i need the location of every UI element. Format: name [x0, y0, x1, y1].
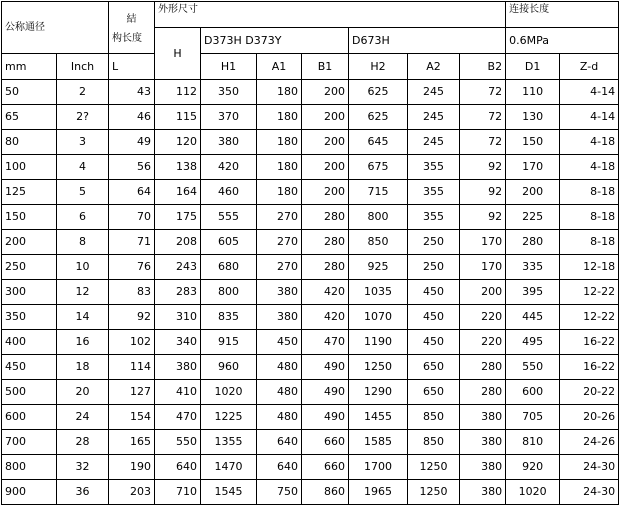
cell-mm: 500 — [2, 380, 57, 405]
cell-l: 64 — [109, 180, 155, 205]
cell-d1: 920 — [506, 455, 560, 480]
cell-b2: 280 — [460, 380, 506, 405]
cell-inch: 5 — [57, 180, 109, 205]
cell-inch: 20 — [57, 380, 109, 405]
col-b2: B2 — [460, 54, 506, 80]
cell-a2: 245 — [408, 80, 460, 105]
cell-b1: 490 — [302, 405, 349, 430]
cell-b2: 72 — [460, 130, 506, 155]
cell-h1: 835 — [201, 305, 257, 330]
cell-zd: 20-26 — [560, 405, 619, 430]
valve-dimension-sheet — [0, 1, 619, 502]
cell-mm: 250 — [2, 255, 57, 280]
cell-h1: 960 — [201, 355, 257, 380]
col-a1: A1 — [257, 54, 302, 80]
cell-b1: 420 — [302, 280, 349, 305]
cell-d1: 200 — [506, 180, 560, 205]
cell-a1: 270 — [257, 255, 302, 280]
cell-b2: 380 — [460, 430, 506, 455]
cell-b2: 380 — [460, 480, 506, 505]
cell-h: 164 — [155, 180, 201, 205]
cell-d1: 170 — [506, 155, 560, 180]
cell-inch: 4 — [57, 155, 109, 180]
cell-a2: 245 — [408, 105, 460, 130]
cell-h2: 1585 — [349, 430, 408, 455]
cell-mm: 450 — [2, 355, 57, 380]
table-row — [2, 455, 619, 480]
cell-mm: 125 — [2, 180, 57, 205]
outer-dims-header: 外形尺寸 — [155, 2, 506, 28]
cell-d1: 150 — [506, 130, 560, 155]
cell-l: 114 — [109, 355, 155, 380]
cell-inch: 24 — [57, 405, 109, 430]
cell-l: 56 — [109, 155, 155, 180]
cell-b1: 470 — [302, 330, 349, 355]
cell-b2: 280 — [460, 355, 506, 380]
table-row — [2, 80, 619, 105]
table-row — [2, 155, 619, 180]
cell-l: 154 — [109, 405, 155, 430]
cell-b2: 380 — [460, 455, 506, 480]
cell-h2: 1250 — [349, 355, 408, 380]
col-a2: A2 — [408, 54, 460, 80]
cell-a1: 270 — [257, 230, 302, 255]
cell-mm: 100 — [2, 155, 57, 180]
d373-group-header: D373H D373Y — [201, 28, 349, 54]
cell-b1: 490 — [302, 355, 349, 380]
col-inch: Inch — [57, 54, 109, 80]
cell-b1: 200 — [302, 130, 349, 155]
cell-h2: 625 — [349, 105, 408, 130]
cell-b1: 420 — [302, 305, 349, 330]
cell-zd: 24-30 — [560, 480, 619, 505]
cell-b2: 170 — [460, 255, 506, 280]
cell-h2: 800 — [349, 205, 408, 230]
cell-b2: 380 — [460, 405, 506, 430]
table-row — [2, 280, 619, 305]
cell-b2: 170 — [460, 230, 506, 255]
cell-zd: 8-18 — [560, 205, 619, 230]
cell-d1: 335 — [506, 255, 560, 280]
table-row — [2, 105, 619, 130]
cell-h: 208 — [155, 230, 201, 255]
cell-b2: 72 — [460, 80, 506, 105]
cell-inch: 12 — [57, 280, 109, 305]
cell-b1: 490 — [302, 380, 349, 405]
cell-l: 46 — [109, 105, 155, 130]
cell-l: 70 — [109, 205, 155, 230]
col-zd: Z-d — [560, 54, 619, 80]
cell-h1: 370 — [201, 105, 257, 130]
structure-length-label-1: 結 — [126, 14, 137, 25]
cell-inch: 3 — [57, 130, 109, 155]
cell-h: 550 — [155, 430, 201, 455]
cell-b1: 660 — [302, 430, 349, 455]
cell-a2: 650 — [408, 380, 460, 405]
cell-a2: 650 — [408, 355, 460, 380]
cell-mm: 200 — [2, 230, 57, 255]
cell-a1: 180 — [257, 130, 302, 155]
cell-l: 203 — [109, 480, 155, 505]
cell-h1: 605 — [201, 230, 257, 255]
cell-h2: 1700 — [349, 455, 408, 480]
cell-b2: 200 — [460, 280, 506, 305]
cell-zd: 8-18 — [560, 230, 619, 255]
cell-mm: 400 — [2, 330, 57, 355]
cell-h1: 1355 — [201, 430, 257, 455]
cell-h: 115 — [155, 105, 201, 130]
cell-a2: 450 — [408, 330, 460, 355]
cell-inch: 8 — [57, 230, 109, 255]
cell-l: 102 — [109, 330, 155, 355]
cell-h1: 1470 — [201, 455, 257, 480]
cell-h: 138 — [155, 155, 201, 180]
cell-a1: 750 — [257, 480, 302, 505]
cell-mm: 80 — [2, 130, 57, 155]
cell-a1: 640 — [257, 455, 302, 480]
cell-inch: 10 — [57, 255, 109, 280]
cell-a2: 850 — [408, 430, 460, 455]
table-row — [2, 380, 619, 405]
header-row-1 — [2, 2, 619, 28]
table-row — [2, 230, 619, 255]
cell-zd: 4-14 — [560, 80, 619, 105]
cell-h1: 915 — [201, 330, 257, 355]
cell-l: 83 — [109, 280, 155, 305]
cell-mm: 50 — [2, 80, 57, 105]
cell-l: 127 — [109, 380, 155, 405]
cell-mm: 150 — [2, 205, 57, 230]
cell-h1: 460 — [201, 180, 257, 205]
cell-a2: 250 — [408, 255, 460, 280]
cell-b1: 280 — [302, 255, 349, 280]
cell-l: 92 — [109, 305, 155, 330]
nominal-diameter-label: 公称通径 — [5, 22, 45, 33]
cell-h1: 380 — [201, 130, 257, 155]
col-d1: D1 — [506, 54, 560, 80]
cell-a1: 180 — [257, 80, 302, 105]
cell-a2: 1250 — [408, 455, 460, 480]
cell-b1: 200 — [302, 155, 349, 180]
cell-inch: 16 — [57, 330, 109, 355]
cell-inch: 6 — [57, 205, 109, 230]
col-h2: H2 — [349, 54, 408, 80]
cell-inch: 32 — [57, 455, 109, 480]
cell-mm: 300 — [2, 280, 57, 305]
cell-h2: 1290 — [349, 380, 408, 405]
cell-b1: 200 — [302, 105, 349, 130]
cell-b1: 280 — [302, 205, 349, 230]
cell-zd: 12-22 — [560, 280, 619, 305]
cell-h: 283 — [155, 280, 201, 305]
cell-l: 49 — [109, 130, 155, 155]
cell-a1: 180 — [257, 105, 302, 130]
cell-b2: 92 — [460, 205, 506, 230]
cell-mm: 65 — [2, 105, 57, 130]
header-row-3 — [2, 54, 619, 80]
col-mm: mm — [2, 54, 57, 80]
cell-h: 640 — [155, 455, 201, 480]
cell-d1: 810 — [506, 430, 560, 455]
table-row — [2, 430, 619, 455]
cell-zd: 24-30 — [560, 455, 619, 480]
cell-h: 710 — [155, 480, 201, 505]
cell-a2: 450 — [408, 305, 460, 330]
cell-b2: 220 — [460, 305, 506, 330]
cell-zd: 12-22 — [560, 305, 619, 330]
col-h1: H1 — [201, 54, 257, 80]
cell-zd: 16-22 — [560, 330, 619, 355]
cell-d1: 225 — [506, 205, 560, 230]
cell-a1: 380 — [257, 305, 302, 330]
cell-d1: 395 — [506, 280, 560, 305]
cell-a2: 450 — [408, 280, 460, 305]
h-header: H — [155, 28, 201, 80]
cell-zd: 20-22 — [560, 380, 619, 405]
dimension-table — [1, 1, 619, 505]
cell-d1: 445 — [506, 305, 560, 330]
cell-h1: 1020 — [201, 380, 257, 405]
cell-a1: 450 — [257, 330, 302, 355]
cell-mm: 800 — [2, 455, 57, 480]
cell-a1: 180 — [257, 155, 302, 180]
cell-h1: 800 — [201, 280, 257, 305]
cell-b2: 92 — [460, 155, 506, 180]
cell-h1: 420 — [201, 155, 257, 180]
cell-a2: 355 — [408, 155, 460, 180]
cell-h2: 715 — [349, 180, 408, 205]
cell-h: 120 — [155, 130, 201, 155]
cell-a2: 250 — [408, 230, 460, 255]
table-row — [2, 330, 619, 355]
cell-a1: 380 — [257, 280, 302, 305]
cell-h2: 1190 — [349, 330, 408, 355]
cell-zd: 16-22 — [560, 355, 619, 380]
cell-d1: 705 — [506, 405, 560, 430]
cell-h2: 1070 — [349, 305, 408, 330]
cell-inch: 2? — [57, 105, 109, 130]
d673-group-header: D673H — [349, 28, 506, 54]
cell-zd: 4-18 — [560, 155, 619, 180]
table-row — [2, 405, 619, 430]
cell-h2: 850 — [349, 230, 408, 255]
cell-mm: 900 — [2, 480, 57, 505]
table-row — [2, 130, 619, 155]
cell-d1: 110 — [506, 80, 560, 105]
cell-a1: 640 — [257, 430, 302, 455]
pressure-header: 0.6MPa — [506, 28, 619, 54]
cell-b2: 72 — [460, 105, 506, 130]
cell-h1: 680 — [201, 255, 257, 280]
cell-h2: 1965 — [349, 480, 408, 505]
cell-h1: 1225 — [201, 405, 257, 430]
table-row — [2, 255, 619, 280]
cell-a2: 850 — [408, 405, 460, 430]
cell-zd: 8-18 — [560, 180, 619, 205]
cell-h1: 555 — [201, 205, 257, 230]
cell-a2: 1250 — [408, 480, 460, 505]
cell-zd: 4-18 — [560, 130, 619, 155]
cell-d1: 280 — [506, 230, 560, 255]
cell-h: 380 — [155, 355, 201, 380]
cell-mm: 350 — [2, 305, 57, 330]
cell-l: 71 — [109, 230, 155, 255]
table-row — [2, 305, 619, 330]
table-body — [2, 80, 619, 505]
cell-b1: 200 — [302, 80, 349, 105]
cell-mm: 700 — [2, 430, 57, 455]
cell-l: 76 — [109, 255, 155, 280]
cell-inch: 36 — [57, 480, 109, 505]
cell-h: 340 — [155, 330, 201, 355]
cell-zd: 4-14 — [560, 105, 619, 130]
cell-a1: 480 — [257, 405, 302, 430]
table-row — [2, 180, 619, 205]
cell-zd: 24-26 — [560, 430, 619, 455]
cell-d1: 495 — [506, 330, 560, 355]
cell-h: 470 — [155, 405, 201, 430]
cell-h: 112 — [155, 80, 201, 105]
table-row — [2, 205, 619, 230]
cell-h: 243 — [155, 255, 201, 280]
cell-h: 410 — [155, 380, 201, 405]
cell-h2: 625 — [349, 80, 408, 105]
cell-h2: 645 — [349, 130, 408, 155]
cell-h: 310 — [155, 305, 201, 330]
cell-a1: 270 — [257, 205, 302, 230]
cell-b1: 860 — [302, 480, 349, 505]
cell-l: 165 — [109, 430, 155, 455]
cell-b1: 200 — [302, 180, 349, 205]
cell-h2: 675 — [349, 155, 408, 180]
cell-b1: 280 — [302, 230, 349, 255]
nominal-diameter-header — [2, 2, 109, 54]
cell-d1: 550 — [506, 355, 560, 380]
structure-length-header — [109, 2, 155, 54]
connection-length-header: 连接长度 — [506, 2, 619, 28]
cell-a1: 480 — [257, 380, 302, 405]
cell-a2: 355 — [408, 205, 460, 230]
col-b1: B1 — [302, 54, 349, 80]
cell-h2: 1035 — [349, 280, 408, 305]
cell-a1: 480 — [257, 355, 302, 380]
cell-h: 175 — [155, 205, 201, 230]
cell-a2: 245 — [408, 130, 460, 155]
cell-d1: 130 — [506, 105, 560, 130]
cell-a2: 355 — [408, 180, 460, 205]
cell-l: 190 — [109, 455, 155, 480]
table-row — [2, 355, 619, 380]
cell-zd: 12-18 — [560, 255, 619, 280]
cell-mm: 600 — [2, 405, 57, 430]
cell-d1: 1020 — [506, 480, 560, 505]
cell-a1: 180 — [257, 180, 302, 205]
cell-h2: 1455 — [349, 405, 408, 430]
cell-inch: 28 — [57, 430, 109, 455]
cell-b1: 660 — [302, 455, 349, 480]
cell-inch: 14 — [57, 305, 109, 330]
cell-inch: 2 — [57, 80, 109, 105]
cell-b2: 92 — [460, 180, 506, 205]
structure-length-label-2: 构长度 — [112, 33, 142, 44]
cell-l: 43 — [109, 80, 155, 105]
cell-h1: 350 — [201, 80, 257, 105]
cell-h2: 925 — [349, 255, 408, 280]
cell-d1: 600 — [506, 380, 560, 405]
cell-h1: 1545 — [201, 480, 257, 505]
cell-b2: 220 — [460, 330, 506, 355]
cell-inch: 18 — [57, 355, 109, 380]
col-l: L — [109, 54, 155, 80]
